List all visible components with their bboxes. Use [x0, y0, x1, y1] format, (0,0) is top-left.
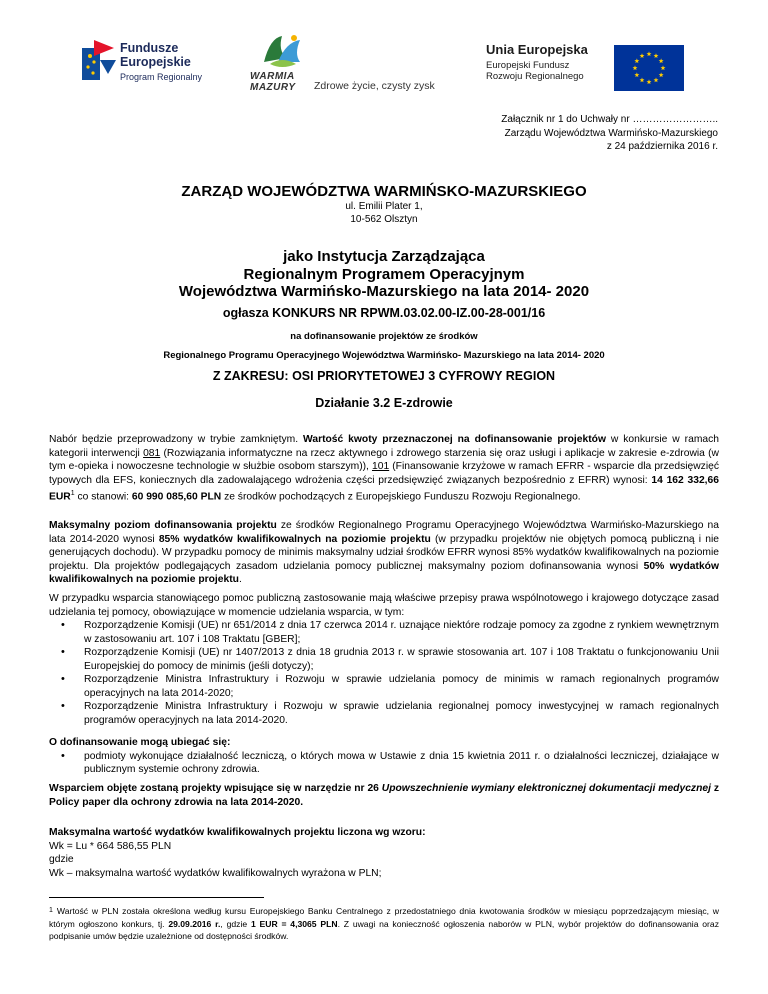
eligible-title: O dofinansowanie mogą ubiegać się: — [49, 737, 231, 748]
ue-logo-line3: Rozwoju Regionalnego — [486, 70, 584, 82]
address-city: 10-562 Olsztyn — [350, 213, 418, 225]
list-item: • Rozporządzenie Komisji (UE) nr 1407/2013 z dnia 18 grudnia 2013 r. w sprawie stosowania art. 107 i 108 Traktatu o funkcjonowaniu Unii Europejskiej do pomocy de minimis (jeśli dotyczy); — [49, 646, 719, 673]
text-bold: 1 EUR = 4,3065 PLN — [250, 918, 338, 929]
ue-logo-line1: Unia Europejska — [486, 42, 588, 57]
text: (w przypadku projektów nie objętych pomocą publiczną i nie generujących dochodu). W przypadku pomocy de minimis maksymalny udział środków EFRR wynosi 85% wydatków kwalifikowalnych na poziomie projektu. Dla projektów podlegających zasadom udzielania pomocy publicznej maksymalny poziom dofinansowania wynosi — [49, 533, 719, 572]
unia-europejska-logo — [486, 40, 686, 90]
text: Wartość w PLN została określona według kursu Europejskiego Banku Centralnego z przedostatniego dnia kwotowania środków w miesiącu poprzedzającym miesiąc, w którym ogłoszono konkurs, tj. — [49, 906, 719, 929]
eu-flag-icon — [614, 45, 684, 91]
footnote — [49, 905, 719, 943]
institution-line1: jako Instytucja Zarządzająca — [283, 248, 485, 265]
text-bold: 50% wydatków kwalifikowalnych na poziomie projektu — [49, 560, 719, 585]
footnote-ref[interactable]: 1 — [70, 490, 75, 497]
ue-logo-line2: Europejski Fundusz — [486, 59, 570, 71]
institution-line3: Województwa Warmińsko-Mazurskiego na lata 2014- 2020 — [178, 283, 590, 300]
text: (Finansowanie krzyżowe w ramach EFRR - wsparcie dla przedsięwzięć typowych dla EFS, koniecznych dla zadowalającego wdrożenia części przedsięwzięć związanych bezpośrednio z EFRR) wynosi: — [49, 461, 719, 486]
text: ze środków pochodzących z Europejskiego Funduszu Rozwoju Regionalnego. — [221, 491, 581, 503]
contest-number: ogłasza KONKURS NR RPWM.03.02.00-IZ.00-28-001/16 — [222, 306, 546, 320]
annex-note — [456, 113, 718, 154]
paragraph-eligible — [49, 736, 719, 777]
formula-definition: Wk – maksymalna wartość wydatków kwalifikowalnych wyrażona w PLN; — [49, 867, 382, 879]
paragraph-max-funding — [49, 519, 719, 587]
paragraph-formula — [49, 826, 719, 880]
text-bold: 29.09.2016 r. — [168, 918, 221, 929]
formula-title: Maksymalna wartość wydatków kwalifikowalnych projektu liczona wg wzoru: — [49, 827, 426, 838]
fundusze-europejskie-logo — [82, 40, 242, 90]
list-item: • podmioty wykonujące działalność leczniczą, o których mowa w Ustawie z dnia 15 kwietnia 2011 r. o działalności leczniczej, działające w publicznym systemie ochrony zdrowia. — [49, 750, 719, 777]
address-street: ul. Emilii Plater 1, — [345, 201, 423, 212]
funding-line: na dofinansowanie projektów ze środków — [290, 331, 478, 342]
state-aid-intro: W przypadku wsparcia stanowiącego pomoc publiczną zastosowanie mają właściwe przepisy prawa wspólnotowego i krajowego dotyczące zasad udzielania tej pomocy, obowiązujące w momencie udzielania wsparcia, w tym: — [49, 593, 719, 618]
text: , gdzie — [220, 918, 251, 929]
regulation-list — [49, 619, 719, 727]
text: w konkursie w ramach kategorii interwencji — [49, 434, 720, 459]
eligible-list — [49, 750, 719, 777]
annex-line2: Zarządu Województwa Warmińsko-Mazurskiego — [504, 127, 718, 139]
text: . Z uwagi na konieczność ogłoszenia naborów w PLN, wybór projektów do dofinansowania oraz podpisanie umów będzie uzależnione od dostępności środków. — [49, 918, 719, 941]
text: co stanowi: — [74, 491, 132, 503]
formula: Wk = Lu * 664 586,55 PLN — [49, 840, 172, 852]
institution-line2: Regionalnym Programem Operacyjnym — [243, 265, 525, 283]
board-title: ZARZĄD WOJEWÓDZTWA WARMIŃSKO-MAZURSKIEGO — [181, 183, 587, 200]
text-bold: z Policy paper dla ochrony zdrowia na lata 2014-2020. — [49, 783, 719, 808]
footnote-number: 1 — [49, 907, 53, 914]
list-item: • Rozporządzenie Ministra Infrastruktury i Rozwoju w sprawie udzielania regionalnej pomocy inwestycyjnej w ramach regionalnych programów operacyjnych na lata 2014-2020. — [49, 700, 719, 727]
amount-pln: 60 990 085,60 PLN — [131, 491, 222, 503]
category-081: 081 — [143, 447, 161, 459]
text-bold-italic: Upowszechnienie wymiany elektronicznej dokumentacji medycznej — [381, 783, 711, 794]
paragraph-tool — [49, 782, 719, 809]
text: Nabór będzie przeprowadzony w trybie zamkniętym. — [49, 434, 303, 445]
measure-line: Działanie 3.2 E-zdrowie — [315, 396, 453, 410]
list-item: • Rozporządzenie Komisji (UE) nr 651/2014 z dnia 17 czerwca 2014 r. uznające niektóre rodzaje pomocy za zgodne z rynkiem wewnętrznym w zastosowaniu art. 107 i 108 Traktatu [GBER]; — [49, 619, 719, 646]
fundusze-europejskie-icon — [82, 40, 118, 80]
footnote-separator — [49, 897, 264, 898]
text: . — [238, 574, 242, 585]
wm-logo-line2: MAZURY — [250, 81, 296, 93]
paragraph-budget — [49, 433, 719, 504]
fe-logo-line3: Program Regionalny — [120, 71, 203, 82]
text-bold: 85% wydatków kwalifikowalnych na poziomie projektu — [158, 533, 431, 545]
fe-logo-line1: Fundusze — [120, 41, 179, 55]
fe-logo-line2: Europejskie — [120, 54, 191, 69]
text-bold: Maksymalny poziom dofinansowania projektu — [49, 520, 277, 531]
board-address — [40, 201, 728, 226]
institution-title — [40, 248, 728, 301]
wm-slogan: Zdrowe życie, czysty zysk — [314, 80, 435, 92]
list-item: • Rozporządzenie Ministra Infrastruktury i Rozwoju w sprawie udzielania pomocy de minimis w ramach regionalnych programów operacyjnych na lata 2014-2020; — [49, 673, 719, 700]
annex-line1: Załącznik nr 1 do Uchwały nr …………………….. — [501, 114, 718, 125]
program-line: Regionalnego Programu Operacyjnego Województwa Warmińsko- Mazurskiego na lata 2014- 2020 — [163, 350, 605, 361]
text-bold: Wsparciem objęte zostaną projekty wpisujące się w narzędzie nr 26 — [49, 783, 382, 794]
text: ze środków Regionalnego Programu Operacyjnego Województwa Warmińsko-Mazurskiego na lata 2014-2020 wynosi — [49, 520, 719, 545]
warmia-mazury-icon — [256, 32, 308, 72]
wm-logo-line1: WARMIA — [250, 71, 295, 82]
category-101: 101 — [371, 461, 390, 472]
text: (Rozwiązania informatyczne na rzecz aktywnego i zdrowego starzenia się oraz usługi i aplikacje w zakresie e-zdrowia (w tym e-opieka i nowoczesne technologie w służbie osobom starszym)), — [49, 447, 719, 472]
warmia-mazury-logo — [246, 32, 446, 102]
amount-eur: 14 162 332,66 EUR — [49, 474, 719, 503]
text-bold: Wartość kwoty przeznaczonej na dofinansowanie projektów — [303, 434, 606, 445]
formula-where: gdzie — [49, 854, 74, 865]
annex-line3: z 24 października 2016 r. — [606, 141, 718, 152]
scope-line: Z ZAKRESU: OSI PRIORYTETOWEJ 3 CYFROWY REGION — [212, 369, 556, 383]
paragraph-state-aid — [49, 592, 719, 727]
